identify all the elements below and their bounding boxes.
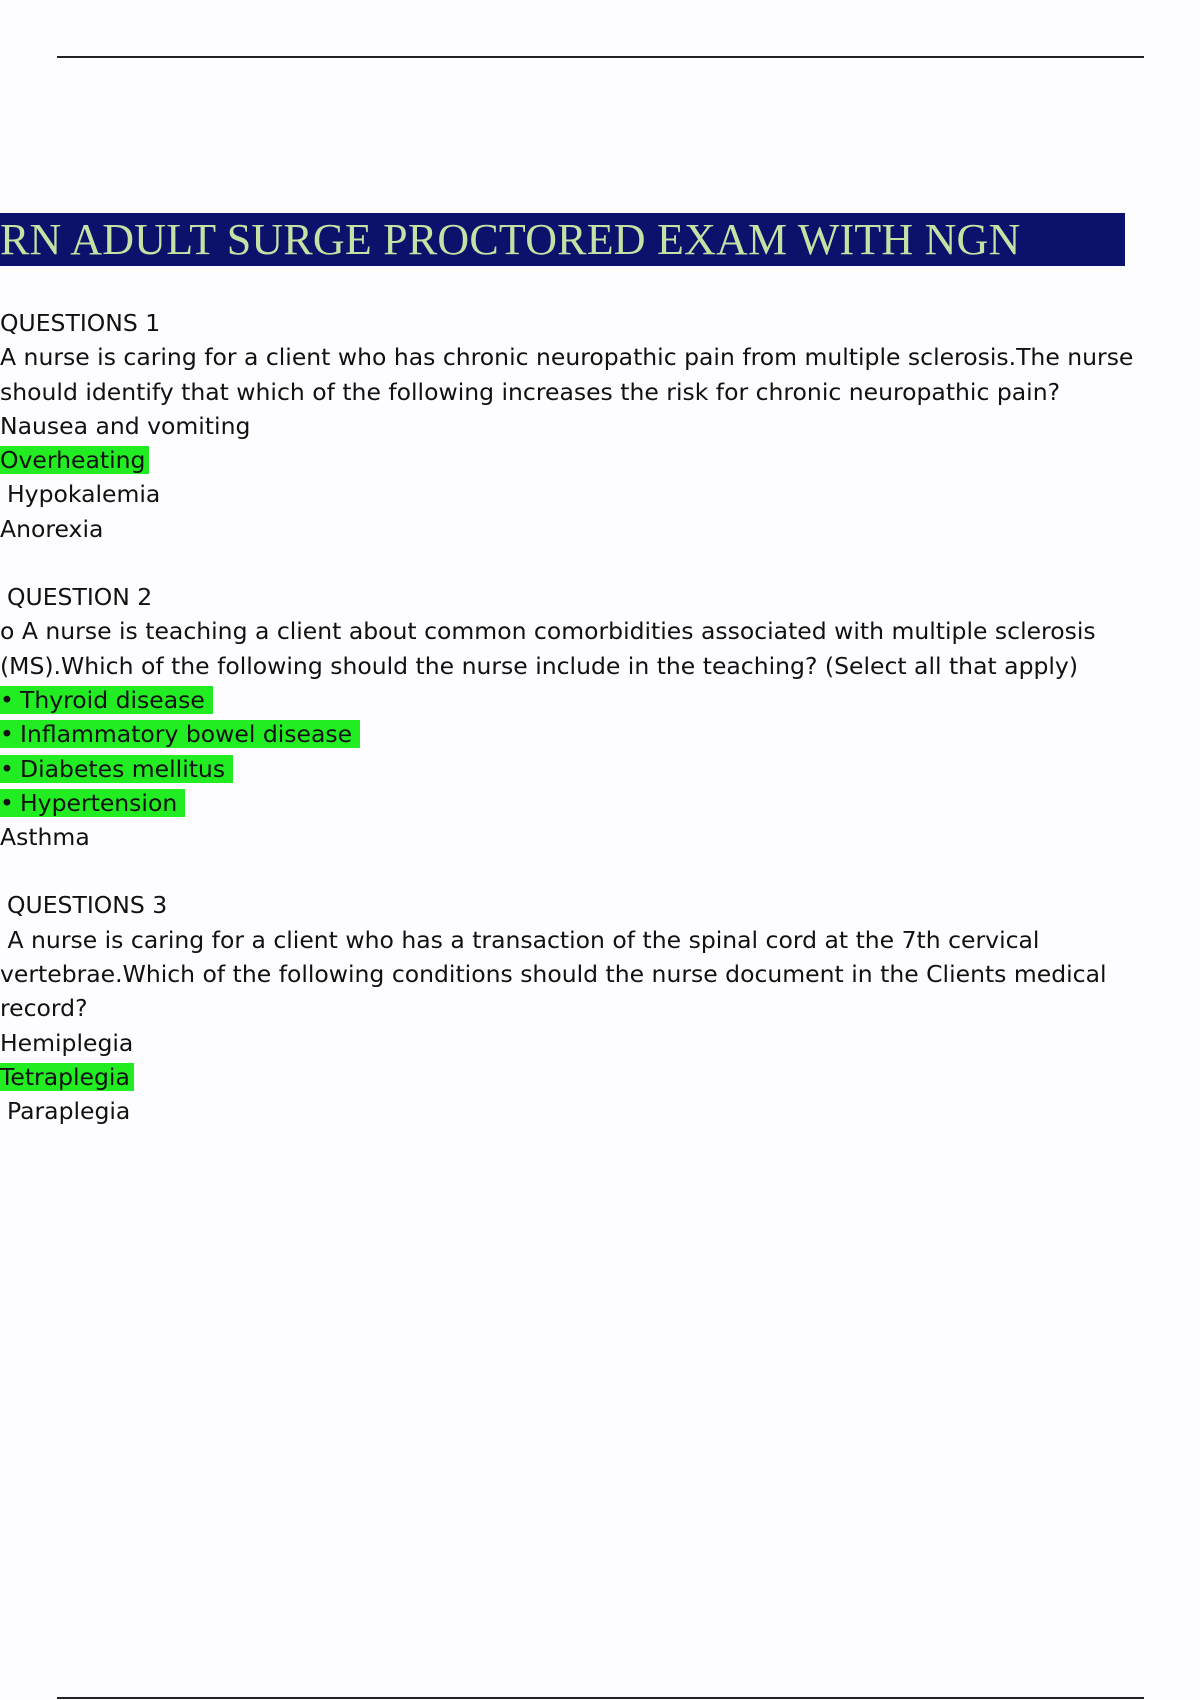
question-heading: QUESTION 2 — [7, 583, 153, 612]
answer-option — [0, 512, 1195, 546]
footer-rule — [57, 1697, 1144, 1699]
answer-option-label: Hemiplegia — [0, 1028, 134, 1057]
answer-option — [0, 1094, 1195, 1128]
bullet-icon: • — [0, 754, 14, 783]
answer-option-label: Asthma — [0, 823, 90, 852]
answer-option-label: Paraplegia — [7, 1097, 131, 1126]
answer-option — [0, 820, 1195, 854]
answer-option-correct — [0, 752, 1195, 786]
answer-option-correct — [0, 717, 1195, 751]
question-1 — [0, 306, 1195, 546]
answer-option-label: Overheating — [0, 446, 149, 474]
answer-option-label: Anorexia — [0, 514, 104, 543]
answer-option — [0, 477, 1195, 511]
question-heading: QUESTIONS 3 — [7, 891, 168, 920]
answer-option-correct — [0, 683, 1195, 717]
question-heading: QUESTIONS 1 — [0, 309, 161, 337]
answer-option-label: Thyroid disease — [20, 685, 205, 714]
question-text: A nurse is caring for a client who has chronic neuropathic pain from multiple sclerosis.The nurse should identify that which of the following increases the risk for chronic neuropathic pain? — [0, 343, 1134, 406]
question-list — [0, 306, 1195, 1129]
bullet-icon: • — [0, 685, 14, 714]
bullet-icon: • — [0, 788, 14, 817]
answer-option-correct — [0, 1060, 1195, 1094]
title-banner — [0, 213, 1125, 266]
question-text: o A nurse is teaching a client about common comorbidities associated with multiple sclerosis (MS).Which of the following should the nurse include in the teaching? (Select all that apply) — [0, 617, 1096, 680]
answer-option-label: Hypertension — [20, 788, 178, 817]
answer-option-correct — [0, 786, 1195, 820]
question-text-body: A nurse is caring for a client who has a transaction of the spinal cord at the 7th cervical vertebrae.Which of the following conditions should the nurse document in the Clients medical record? — [0, 925, 1107, 1023]
question-3 — [0, 888, 1195, 1128]
question-2 — [0, 580, 1195, 854]
question-spacer — [0, 854, 1195, 888]
header-rule — [57, 56, 1144, 58]
answer-option-label: Hypokalemia — [7, 480, 161, 509]
bullet-icon: • — [0, 720, 14, 749]
answer-option — [0, 1026, 1195, 1060]
question-spacer — [0, 546, 1195, 580]
question-text — [0, 923, 1195, 1026]
document-title: RN ADULT SURGE PROCTORED EXAM WITH NGN — [0, 215, 1021, 264]
answer-option-label: Tetraplegia — [0, 1063, 134, 1091]
answer-option-label: Diabetes mellitus — [20, 754, 226, 783]
answer-option — [0, 409, 1195, 443]
answer-option-label: Nausea and vomiting — [0, 411, 251, 440]
answer-option-label: Inflammatory bowel disease — [20, 720, 353, 749]
answer-option-correct — [0, 443, 1195, 477]
